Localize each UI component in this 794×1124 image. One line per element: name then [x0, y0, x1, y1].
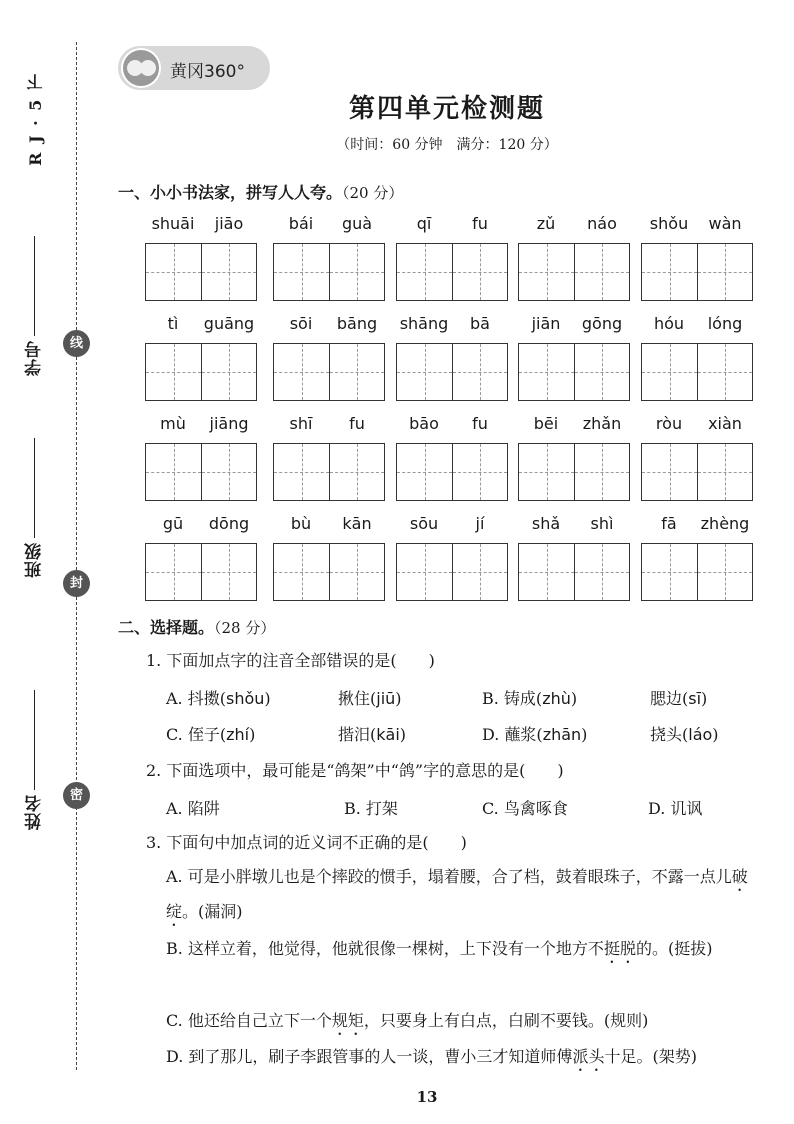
student-number-label: 学号: [22, 236, 52, 376]
question-1-options-row2: [166, 722, 780, 745]
pinyin-row: [145, 314, 757, 414]
option-text: 腮边(: [650, 689, 689, 708]
option-text: 揩汨(: [338, 725, 377, 744]
option-text: A. 抖擞(: [166, 689, 226, 708]
pinyin-word: [396, 414, 508, 501]
pinyin-annotation: jiū: [376, 689, 396, 708]
pinyin-syllable: xiàn: [708, 414, 742, 433]
pinyin-word: [641, 214, 753, 301]
pinyin-annotation: zhù: [542, 689, 571, 708]
character-writing-boxes[interactable]: [396, 243, 508, 301]
pinyin-writing-grid: [145, 214, 757, 614]
pinyin-word: [273, 214, 385, 301]
pinyin-word: [396, 214, 508, 301]
pinyin-syllable: shī: [289, 414, 313, 433]
pinyin-annotation: zhān: [542, 725, 582, 744]
pinyin-syllable: jí: [475, 514, 485, 533]
dotted-word: 派头: [572, 1047, 605, 1066]
option-text: ): [249, 725, 256, 744]
pinyin-syllable: shuāi: [151, 214, 195, 233]
pinyin-word: [273, 414, 385, 501]
tian-grid-cell[interactable]: [146, 444, 201, 500]
tian-grid-cell[interactable]: [201, 544, 256, 600]
pinyin-syllable: lóng: [707, 314, 743, 333]
brand-badge: [118, 46, 270, 90]
tian-grid-cell[interactable]: [452, 444, 507, 500]
pinyin-syllable: dōng: [208, 514, 250, 533]
section2-heading: 二、选择题。（28 分）: [118, 618, 276, 637]
character-writing-boxes[interactable]: [518, 443, 630, 501]
pinyin-word: [518, 314, 630, 401]
question-1-option-item[interactable]: [338, 722, 482, 745]
pinyin-word: [145, 414, 257, 501]
pinyin-syllable: zhǎn: [582, 414, 622, 433]
exam-info: （时间：60 分钟 满分：120 分）: [336, 137, 558, 153]
tian-grid-cell[interactable]: [329, 344, 384, 400]
tian-grid-cell[interactable]: [574, 344, 629, 400]
character-writing-boxes[interactable]: [396, 443, 508, 501]
pinyin-syllable: fā: [661, 514, 677, 533]
option-text: ): [264, 689, 271, 708]
character-writing-boxes[interactable]: [641, 343, 753, 401]
tian-grid-cell[interactable]: [642, 444, 697, 500]
pinyin-syllable: hóu: [653, 314, 685, 333]
question-2-option-c[interactable]: C. 鸟禽啄食: [482, 799, 568, 818]
pinyin-word: [396, 514, 508, 601]
tian-grid-cell[interactable]: [519, 444, 574, 500]
character-writing-boxes[interactable]: [641, 243, 753, 301]
character-writing-boxes[interactable]: [396, 543, 508, 601]
question-2-option-d[interactable]: D. 讥讽: [648, 799, 703, 818]
tian-grid-cell[interactable]: [329, 444, 384, 500]
tian-grid-cell[interactable]: [201, 344, 256, 400]
tian-grid-cell[interactable]: [452, 544, 507, 600]
pinyin-syllable: guāng: [203, 314, 255, 333]
question-1-option-item[interactable]: [482, 686, 650, 709]
pinyin-syllable: guà: [341, 214, 373, 233]
option-text: B. 铸成(: [482, 689, 543, 708]
option-text: ): [395, 689, 402, 708]
tian-grid-cell[interactable]: [697, 544, 752, 600]
page-number: 13: [416, 1088, 438, 1106]
cut-mark-secret: 密: [63, 782, 90, 809]
tian-grid-cell[interactable]: [329, 244, 384, 300]
character-writing-boxes[interactable]: [518, 243, 630, 301]
tian-grid-cell[interactable]: [201, 244, 256, 300]
pinyin-syllable: fu: [472, 414, 488, 433]
pinyin-word: [641, 514, 753, 601]
tian-grid-cell[interactable]: [519, 344, 574, 400]
tian-grid-cell[interactable]: [397, 344, 452, 400]
pinyin-syllable: jiān: [531, 314, 561, 333]
tian-grid-cell[interactable]: [452, 244, 507, 300]
character-writing-boxes[interactable]: [518, 343, 630, 401]
tian-grid-cell[interactable]: [574, 244, 629, 300]
tian-grid-cell[interactable]: [574, 444, 629, 500]
pinyin-syllable: shǎ: [531, 514, 561, 533]
question-3-stem: 3. 下面句中加点词的近义词不正确的是( ): [146, 833, 467, 852]
pinyin-syllable: náo: [587, 214, 617, 233]
pinyin-syllable: tì: [167, 314, 179, 333]
name-label: 姓名: [22, 690, 52, 830]
question-3-option-a[interactable]: A. 可是小胖墩儿也是个摔跤的惯手，塌着腰，合了档，鼓着眼珠子，不露一点儿破绽。(漏洞): [166, 867, 748, 921]
pinyin-word: [145, 214, 257, 301]
question-1-option-item[interactable]: [482, 722, 650, 745]
section1-heading: 一、小小书法家，拼写人人夸。（20 分）: [118, 183, 404, 202]
question-1-options-row1: [166, 686, 780, 709]
option-text: ): [581, 725, 588, 744]
page-title: 第四单元检测题: [348, 94, 545, 124]
edition-label: R J · 5 下: [26, 72, 45, 166]
tian-grid-cell[interactable]: [519, 244, 574, 300]
question-3-option-b[interactable]: B. 这样立着，他觉得，他就很像一棵树，上下没有一个地方不挺脱的。(挺拔): [166, 939, 713, 958]
tian-grid-cell[interactable]: [697, 444, 752, 500]
character-writing-boxes[interactable]: [518, 543, 630, 601]
option-text: ): [570, 689, 578, 708]
tian-grid-cell[interactable]: [146, 344, 201, 400]
dotted-word: 规矩: [331, 1011, 364, 1030]
pinyin-annotation: láo: [688, 725, 713, 744]
pinyin-syllable: shì: [590, 514, 614, 533]
tian-grid-cell[interactable]: [274, 444, 329, 500]
character-writing-boxes[interactable]: [145, 543, 257, 601]
pinyin-syllable: qī: [416, 214, 432, 233]
pinyin-syllable: shǒu: [649, 214, 689, 233]
question-1-option-item[interactable]: [166, 722, 338, 745]
option-text: ): [712, 725, 719, 744]
pinyin-row: [145, 214, 757, 314]
tian-grid-cell[interactable]: [697, 344, 752, 400]
question-3-option-c[interactable]: C. 他还给自己立下一个规矩，只要身上有白点，白刷不要钱。(规则): [166, 1011, 649, 1030]
question-2-options: [166, 796, 702, 819]
pinyin-word: [641, 314, 753, 401]
tian-grid-cell[interactable]: [697, 244, 752, 300]
tian-grid-cell[interactable]: [201, 444, 256, 500]
character-writing-boxes[interactable]: [273, 543, 385, 601]
tian-grid-cell[interactable]: [642, 244, 697, 300]
pinyin-syllable: shāng: [399, 314, 449, 333]
option-text: 挠头(: [650, 725, 689, 744]
tian-grid-cell[interactable]: [274, 244, 329, 300]
character-writing-boxes[interactable]: [145, 243, 257, 301]
pinyin-syllable: sōi: [289, 314, 313, 333]
character-writing-boxes[interactable]: [145, 443, 257, 501]
question-2-option-a[interactable]: A. 陷阱: [166, 799, 220, 818]
dotted-word: 挺脱: [603, 939, 636, 958]
pinyin-syllable: wàn: [708, 214, 742, 233]
pinyin-row: [145, 414, 757, 514]
pinyin-syllable: bāng: [336, 314, 378, 333]
question-2-stem: 2. 下面选项中，最可能是“鸽架”中“鸽”字的意思的是( ): [146, 761, 564, 780]
pinyin-word: [396, 314, 508, 401]
tian-grid-cell[interactable]: [397, 444, 452, 500]
tian-grid-cell[interactable]: [274, 544, 329, 600]
pinyin-syllable: bā: [470, 314, 490, 333]
pinyin-annotation: kāi: [376, 725, 400, 744]
pinyin-syllable: mù: [160, 414, 186, 433]
character-writing-boxes[interactable]: [145, 343, 257, 401]
pinyin-syllable: kān: [342, 514, 372, 533]
tian-grid-cell[interactable]: [329, 544, 384, 600]
character-writing-boxes[interactable]: [641, 443, 753, 501]
tian-grid-cell[interactable]: [397, 544, 452, 600]
option-text: C. 侄子(: [166, 725, 227, 744]
pinyin-word: [518, 414, 630, 501]
question-1-option-item[interactable]: [650, 686, 780, 709]
pinyin-syllable: zhèng: [700, 514, 750, 533]
tian-grid-cell[interactable]: [146, 244, 201, 300]
pinyin-word: [518, 214, 630, 301]
character-writing-boxes[interactable]: [273, 343, 385, 401]
pinyin-syllable: gōng: [581, 314, 623, 333]
cut-mark-line: 线: [63, 330, 90, 357]
pinyin-word: [145, 314, 257, 401]
pinyin-syllable: bù: [290, 514, 312, 533]
pinyin-row: [145, 514, 757, 614]
option-text: ): [399, 725, 407, 744]
brand-name: 黄冈360°: [170, 62, 245, 82]
pinyin-annotation: zhí: [226, 725, 250, 744]
tian-grid-cell[interactable]: [397, 244, 452, 300]
question-1-option-item[interactable]: [650, 722, 780, 745]
question-1-stem: 1. 下面加点字的注音全部错误的是( ): [146, 651, 435, 670]
pinyin-syllable: gū: [162, 514, 184, 533]
character-writing-boxes[interactable]: [273, 443, 385, 501]
character-writing-boxes[interactable]: [396, 343, 508, 401]
binding-margin: [0, 0, 110, 1124]
tian-grid-cell[interactable]: [642, 544, 697, 600]
option-text: ): [701, 689, 708, 708]
pinyin-word: [145, 514, 257, 601]
pinyin-syllable: ròu: [655, 414, 683, 433]
pinyin-word: [273, 514, 385, 601]
tian-grid-cell[interactable]: [146, 544, 201, 600]
dotted-word: 破绽: [166, 867, 748, 921]
option-text: 揪住(: [338, 689, 377, 708]
option-text: D. 蘸浆(: [482, 725, 543, 744]
tian-grid-cell[interactable]: [519, 544, 574, 600]
pinyin-syllable: zǔ: [536, 214, 556, 233]
question-1-option-item[interactable]: [166, 686, 338, 709]
question-3-option-d[interactable]: D. 到了那儿，刷子李跟管事的人一谈，曹小三才知道师傅派头十足。(架势): [166, 1047, 697, 1066]
tian-grid-cell[interactable]: [574, 544, 629, 600]
tian-grid-cell[interactable]: [452, 344, 507, 400]
pinyin-syllable: jiāo: [214, 214, 244, 233]
pinyin-syllable: fu: [472, 214, 488, 233]
pinyin-syllable: jiāng: [209, 414, 249, 433]
pinyin-syllable: bāo: [409, 414, 439, 433]
pinyin-word: [641, 414, 753, 501]
question-1-option-item[interactable]: [338, 686, 482, 709]
pinyin-word: [518, 514, 630, 601]
character-writing-boxes[interactable]: [273, 243, 385, 301]
pinyin-word: [273, 314, 385, 401]
question-2-option-b[interactable]: B. 打架: [344, 799, 398, 818]
tian-grid-cell[interactable]: [642, 344, 697, 400]
pinyin-syllable: bēi: [533, 414, 559, 433]
cut-mark-seal: 封: [63, 570, 90, 597]
brand-logo-icon: [121, 48, 161, 88]
pinyin-syllable: bái: [288, 214, 314, 233]
character-writing-boxes[interactable]: [641, 543, 753, 601]
pinyin-syllable: fu: [349, 414, 365, 433]
class-label: 班级: [22, 438, 52, 578]
cut-line: [76, 42, 77, 1070]
pinyin-annotation: sī: [688, 689, 702, 708]
pinyin-annotation: shǒu: [225, 689, 265, 708]
tian-grid-cell[interactable]: [274, 344, 329, 400]
pinyin-syllable: sōu: [409, 514, 439, 533]
